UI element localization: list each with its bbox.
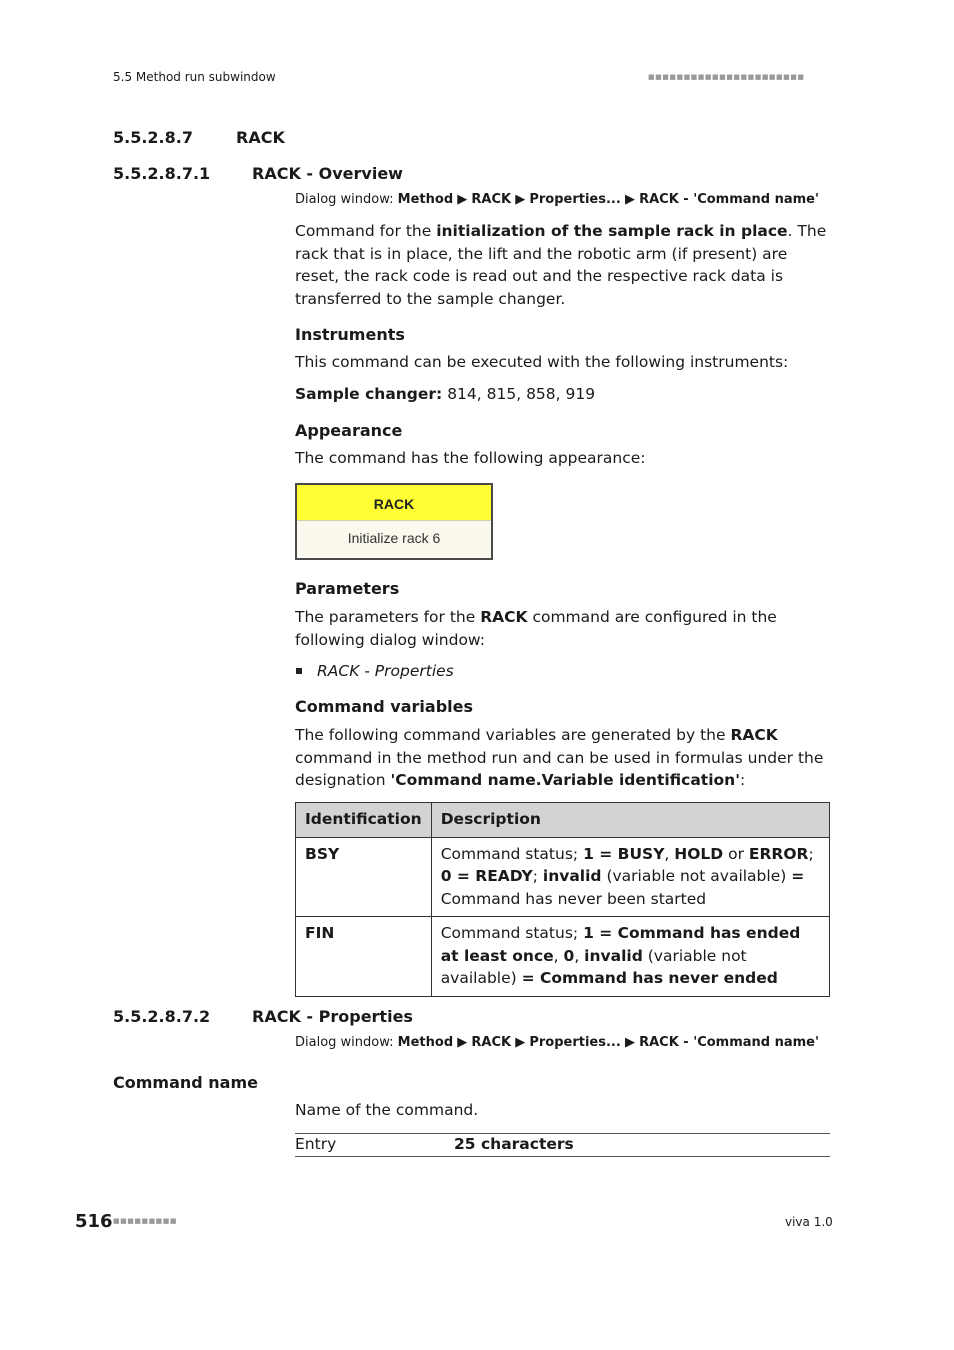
- path-separator: ▶: [620, 192, 640, 207]
- text-run-bold: =: [791, 867, 805, 885]
- command-variables-table: [295, 802, 830, 997]
- page-number: 516: [75, 1211, 113, 1232]
- path-item: RACK - 'Command name': [639, 1035, 819, 1050]
- section-title: RACK - Overview: [252, 164, 403, 183]
- text-run: Command for the: [295, 222, 437, 240]
- command-name-text: Name of the command.: [295, 1101, 479, 1119]
- section-title: RACK - Properties: [252, 1007, 413, 1026]
- running-header-section: 5.5 Method run subwindow: [113, 70, 276, 84]
- text-run-bold: RACK: [480, 608, 528, 626]
- text-run: ,: [664, 844, 675, 863]
- appearance-heading: Appearance: [295, 421, 403, 440]
- text-run: . The rack that is in place, the lift and the robotic arm (if present) are reset, the rack code is read out and the respective rack data is transferred to the sample changer.: [295, 222, 827, 308]
- path-separator: ▶: [511, 192, 530, 207]
- dialog-prefix: Dialog window:: [295, 1035, 398, 1050]
- section-title: RACK: [236, 128, 285, 147]
- parameters-heading: Parameters: [295, 579, 400, 598]
- text-run-bold: invalid: [542, 867, 602, 885]
- text-run: The parameters for the: [295, 608, 481, 626]
- text-run-bold: 1 = Command has ended at least once: [440, 924, 801, 965]
- instruments-text: This command can be executed with the following instruments:: [295, 353, 789, 371]
- column-header-description: Description: [431, 803, 829, 838]
- entry-bottom-rule: [295, 1156, 830, 1157]
- path-separator: ▶: [511, 1035, 530, 1050]
- path-item: RACK: [471, 192, 512, 207]
- command-box-title: RACK: [297, 485, 491, 520]
- variable-description: [431, 917, 829, 997]
- variable-description: [431, 837, 829, 917]
- path-item: Properties...: [529, 1035, 621, 1050]
- text-run-bold: HOLD: [674, 844, 724, 863]
- section-heading-rack: [113, 128, 285, 147]
- product-version: viva 1.0: [785, 1215, 833, 1229]
- text-run: ;: [532, 867, 543, 885]
- text-run: or: [723, 844, 749, 863]
- sample-changer-values: 814, 815, 858, 919: [442, 385, 596, 403]
- entry-label: Entry: [295, 1135, 337, 1153]
- section-number: 5.5.2.8.7: [113, 128, 193, 147]
- text-run-bold: 1 = BUSY: [583, 844, 665, 863]
- text-run: command in the method run and can be used in formulas under the designation: [295, 748, 824, 789]
- text-run-bold: RACK: [730, 726, 778, 744]
- dialog-prefix: Dialog window:: [295, 192, 398, 207]
- text-run: command are configured in the following dialog window:: [295, 608, 777, 649]
- entry-value: 25 characters: [454, 1135, 574, 1153]
- section-number: 5.5.2.8.7.1: [113, 164, 211, 183]
- bullet-icon: [296, 668, 302, 674]
- column-header-identification: Identification: [296, 803, 432, 838]
- header-decoration: ■■■■■■■■■■■■■■■■■■■■■■: [648, 73, 805, 81]
- dialog-window-path: [295, 1035, 819, 1050]
- command-box-description: Initialize rack 6: [297, 520, 491, 557]
- command-appearance-box: [295, 483, 493, 560]
- section-number: 5.5.2.8.7.2: [113, 1007, 211, 1026]
- text-run: Command status;: [440, 844, 584, 863]
- command-variables-heading: Command variables: [295, 697, 473, 716]
- variable-identification: BSY: [296, 837, 432, 917]
- parameters-text: [295, 606, 830, 651]
- text-run-bold: 'Command name.Variable identification': [390, 771, 740, 789]
- text-run: :: [739, 771, 746, 789]
- table-row: [296, 917, 830, 997]
- text-run-bold: ERROR: [748, 844, 809, 863]
- section-heading-overview: [113, 164, 403, 183]
- variable-identification: FIN: [296, 917, 432, 997]
- path-item: RACK: [471, 1035, 512, 1050]
- text-run: (variable not available): [440, 946, 747, 987]
- command-variables-text: [295, 724, 830, 792]
- parameters-list-item: RACK - Properties: [317, 662, 454, 680]
- text-run-bold: initialization of the sample rack in place: [436, 222, 788, 240]
- path-item: Method: [397, 1035, 454, 1050]
- path-item: RACK - 'Command name': [639, 192, 819, 207]
- text-run: Command has never been started: [440, 889, 707, 908]
- section-heading-properties: [113, 1007, 413, 1026]
- sample-changer-label: Sample changer:: [295, 385, 443, 403]
- text-run: ,: [574, 946, 585, 965]
- dialog-window-path: [295, 192, 819, 207]
- intro-paragraph: [295, 220, 830, 310]
- text-run-bold: 0 = READY: [440, 867, 533, 885]
- text-run-bold: = Command has never ended: [521, 969, 778, 987]
- path-separator: ▶: [453, 192, 472, 207]
- command-name-heading: Command name: [113, 1073, 258, 1092]
- footer-decoration: ■■■■■■■■■: [113, 1217, 178, 1225]
- sample-changer-line: [295, 383, 830, 406]
- path-separator: ▶: [620, 1035, 640, 1050]
- text-run-bold: 0: [563, 946, 575, 965]
- text-run: ,: [553, 946, 564, 965]
- path-item: Method: [397, 192, 454, 207]
- text-run: Command status;: [440, 924, 584, 942]
- text-run: ;: [808, 844, 814, 863]
- table-header-row: [296, 803, 830, 838]
- instruments-heading: Instruments: [295, 325, 405, 344]
- text-run-bold: invalid: [584, 946, 643, 965]
- text-run: The following command variables are generated by the: [295, 726, 731, 744]
- appearance-text: The command has the following appearance:: [295, 449, 646, 467]
- path-separator: ▶: [453, 1035, 472, 1050]
- text-run: (variable not available): [601, 867, 792, 885]
- table-row: [296, 837, 830, 917]
- path-item: Properties...: [529, 192, 621, 207]
